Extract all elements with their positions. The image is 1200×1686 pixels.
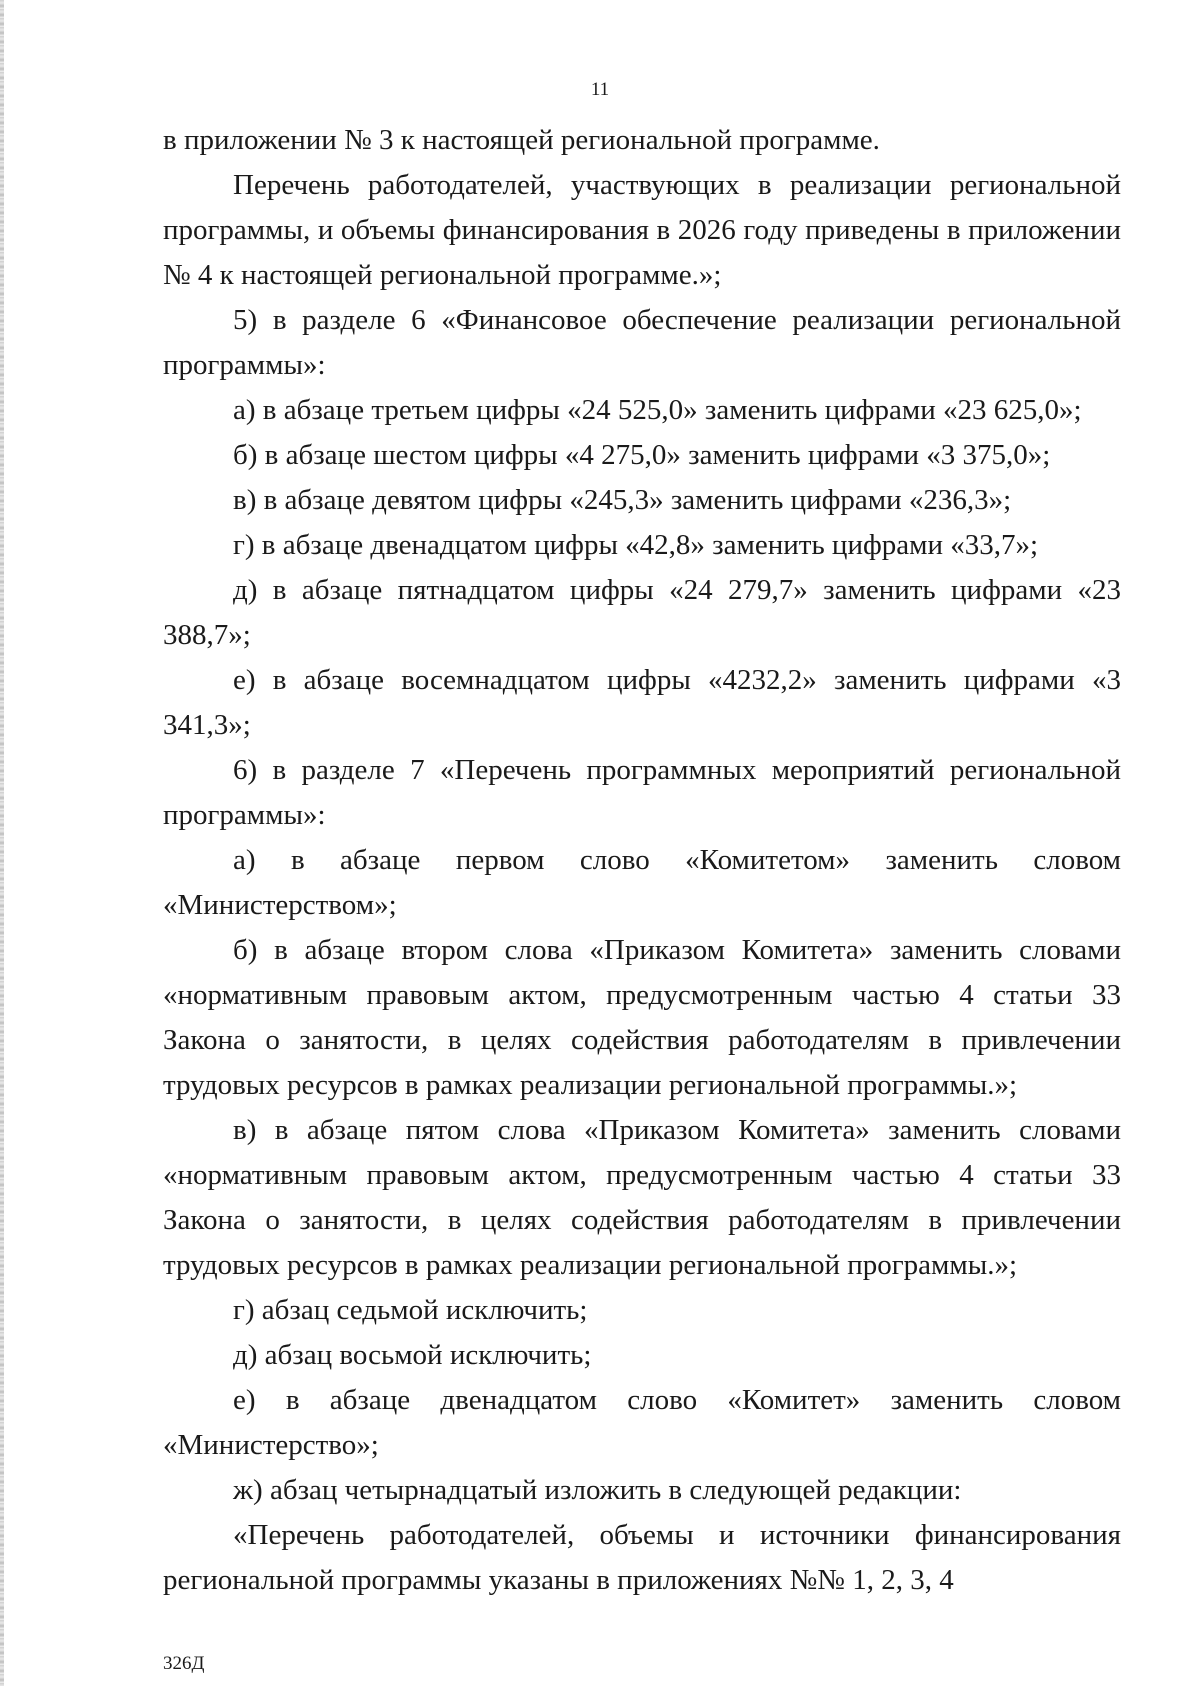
footer-document-code: 326Д: [163, 1653, 205, 1674]
paragraph: 6) в разделе 7 «Перечень программных мероприятий региональной программы»:: [163, 754, 1121, 831]
paragraph: г) абзац седьмой исключить;: [233, 1294, 588, 1326]
document-body: [163, 118, 1121, 1603]
paragraph: е) в абзаце восемнадцатом цифры «4232,2» заменить цифрами «3 341,3»;: [163, 664, 1121, 741]
paragraph: е) в абзаце двенадцатом слово «Комитет» заменить словом «Министерство»;: [163, 1384, 1121, 1461]
paragraph: б) в абзаце шестом цифры «4 275,0» заменить цифрами «3 375,0»;: [233, 439, 1051, 471]
scan-edge: [0, 0, 4, 1686]
paragraph: г) в абзаце двенадцатом цифры «42,8» заменить цифрами «33,7»;: [233, 529, 1039, 561]
paragraph: а) в абзаце первом слово «Комитетом» заменить словом «Министерством»;: [163, 844, 1121, 921]
paragraph: Перечень работодателей, участвующих в реализации региональной программы, и объемы финансирования в 2026 году приведены в приложении № 4 к настоящей региональной программе.»;: [163, 169, 1121, 291]
paragraph: «Перечень работодателей, объемы и источники финансирования региональной программы указаны в приложениях №№ 1, 2, 3, 4: [163, 1519, 1121, 1596]
paragraph: б) в абзаце втором слова «Приказом Комитета» заменить словами «нормативным правовым актом, предусмотренным частью 4 статьи 33 Закона о занятости, в целях содействия работодателям в привлечении трудовых ресурсов в рамках реализации региональной программы.»;: [163, 934, 1121, 1101]
paragraph: д) в абзаце пятнадцатом цифры «24 279,7» заменить цифрами «23 388,7»;: [163, 574, 1121, 651]
paragraph: 5) в разделе 6 «Финансовое обеспечение реализации региональной программы»:: [163, 304, 1121, 381]
paragraph: д) абзац восьмой исключить;: [233, 1339, 592, 1371]
paragraph: в) в абзаце девятом цифры «245,3» заменить цифрами «236,3»;: [233, 484, 1012, 516]
paragraph: ж) абзац четырнадцатый изложить в следующей редакции:: [233, 1474, 962, 1506]
paragraph: в приложении № 3 к настоящей региональной программе.: [163, 124, 880, 156]
paragraph: а) в абзаце третьем цифры «24 525,0» заменить цифрами «23 625,0»;: [233, 394, 1082, 426]
paragraph: в) в абзаце пятом слова «Приказом Комитета» заменить словами «нормативным правовым актом, предусмотренным частью 4 статьи 33 Закона о занятости, в целях содействия работодателям в привлечении трудовых ресурсов в рамках реализации региональной программы.»;: [163, 1114, 1121, 1281]
page-number: 11: [590, 79, 610, 100]
